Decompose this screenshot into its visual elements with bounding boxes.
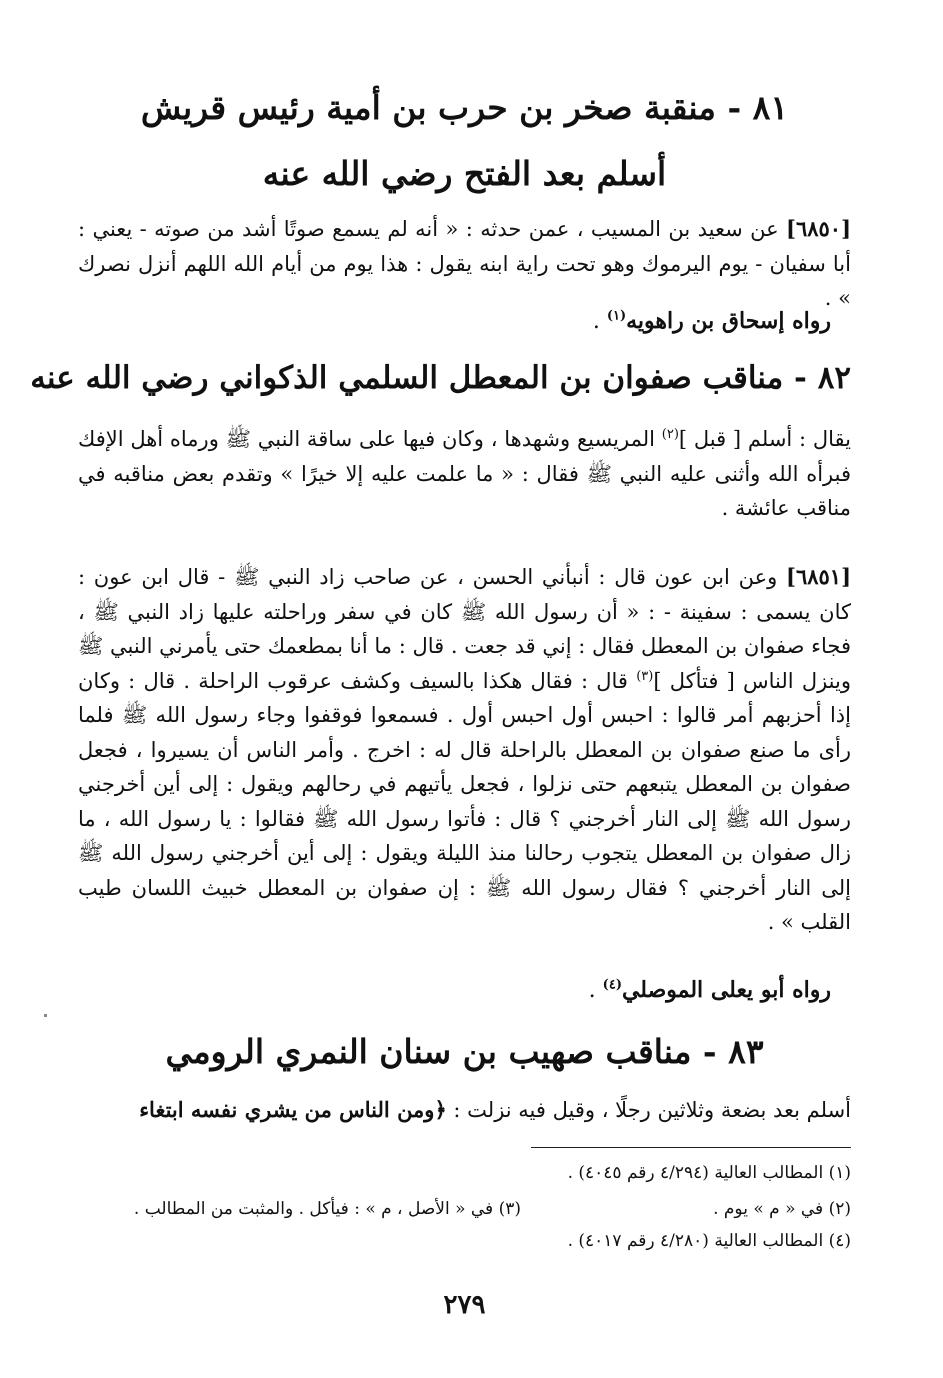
hadith-number: [٦٨٥١]: [786, 564, 851, 589]
hadith-6850: [78, 212, 851, 316]
section-81-subtitle: أسلم بعد الفتح رضي الله عنه: [262, 154, 667, 193]
narrator-text: رواه أبو يعلى الموصلي: [621, 977, 831, 1003]
page-number: ٢٧٩: [443, 1290, 486, 1320]
footnote-1: (١) المطالب العالية (٤/٢٩٤ رقم ٤٠٤٥) .: [567, 1163, 851, 1183]
section-83-intro: [78, 1093, 851, 1128]
section-82-intro: [78, 422, 851, 526]
hadith-text: عن سعيد بن المسيب ، عمن حدثه : « أنه لم يسمع صوتًا أشد من صوته - يعني : أبا سفيان - يوم اليرموك وهو تحت راية ابنه يقول : هذا يوم من أيام الله اللهم أنزل نصرك » .: [78, 217, 851, 310]
section-81-title: ٨١ - منقبة صخر بن حرب بن أمية رئيس قريش: [140, 88, 789, 127]
footnote-ref: (٤): [602, 977, 622, 993]
intro-text-a: يقال : أسلم [ قبل ]: [678, 427, 851, 451]
footnote-3: (٣) في « الأصل ، م » : فيأكل . والمثبت من المطالب .: [133, 1199, 521, 1219]
section-82-title: ٨٢ - مناقب صفوان بن المعطل السلمي الذكواني رضي الله عنه: [30, 360, 851, 396]
margin-speck: [44, 1014, 47, 1017]
narrator-end: .: [588, 978, 603, 1003]
footnote-ref: (٣): [636, 668, 654, 684]
footnote-ref: (٢): [661, 427, 679, 442]
narrator-end: .: [592, 309, 607, 334]
footnote-ref: (١): [606, 308, 627, 324]
intro-text-b: المريسيع وشهدها ، وكان فيها على ساقة النبي ﷺ ورماه أهل الإفك فبرأه الله وأثنى عليه النبي ﷺ فقال : « ما علمت عليه إلا خيرًا » وتقدم بعض مناقبه في مناقب عائشة .: [78, 427, 851, 520]
hadith-6851: [78, 560, 851, 940]
hadith-text-b: قال : فقال هكذا بالسيف وكشف عرقوب الراحلة . قال : وكان إذا أحزبهم أمر قالوا : احبس أول احبس أول . فسمعوا فوقفوا وجاء رسول الله ﷺ فلما رأى ما صنع صفوان بن المعطل بالراحلة قال له : اخرج . وأمر الناس أن يسيروا ، فجعل صفوان بن المعطل يتبعهم حتى نزلوا ، فجعل يأتيهم في رحالهم ويقول : إلى أين أخرجني رسول الله ﷺ إلى النار أخرجني ؟ قال : فأتوا رسول الله ﷺ فقالوا : يا رسول الله ، ما زال صفوان بن المعطل يتجوب رحالنا منذ الليلة ويقول : إلى أين أخرجني رسول الله ﷺ إلى النار أخرجني ؟ فقال رسول الله ﷺ : إن صفوان بن المعطل خبيث اللسان طيب القلب » .: [78, 668, 851, 934]
footnote-divider: [531, 1147, 851, 1148]
hadith-6851-narrator: [589, 973, 831, 1008]
intro-text: أسلم بعد بضعة وثلاثين رجلًا ، وقيل فيه نزلت :: [446, 1098, 851, 1122]
footnote-2: (٢) في « م » يوم .: [713, 1199, 851, 1219]
hadith-text-a: وعن ابن عون قال : أنبأني الحسن ، عن صاحب زاد النبي ﷺ - قال ابن عون : كان يسمى : سفينة - : « أن رسول الله ﷺ كان في سفر وراحلته عليها زاد النبي ﷺ ، فجاء صفوان بن المعطل فقال : إني قد جعت . قال : ما أنا بمطعمك حتى يأمرني النبي ﷺ وينزل الناس [ فتأكل ]: [78, 565, 851, 693]
section-83-title: ٨٣ - مناقب صهيب بن سنان النمري الرومي: [165, 1032, 764, 1071]
hadith-6850-narrator: [593, 304, 831, 339]
quran-quote: ﴿ومن الناس من يشري نفسه ابتغاء: [139, 1097, 447, 1122]
narrator-text: رواه إسحاق بن راهويه: [626, 308, 831, 334]
book-page: [30, 0, 851, 1378]
hadith-number: [٦٨٥٠]: [786, 216, 851, 241]
footnote-4: (٤) المطالب العالية (٤/٢٨٠ رقم ٤٠١٧) .: [567, 1231, 851, 1251]
